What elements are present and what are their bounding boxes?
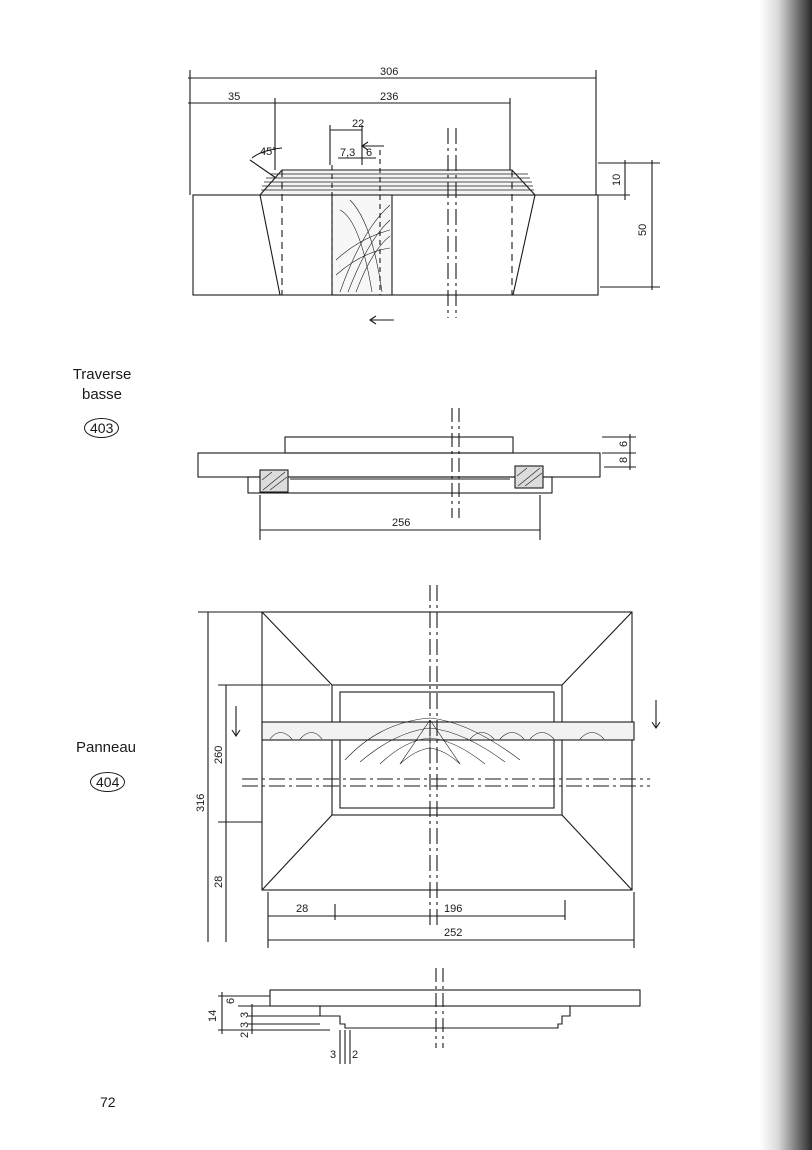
page-number: 72 — [100, 1094, 116, 1110]
dim-section-6: 6 — [618, 440, 630, 447]
dim-profile-2-bottom: 2 — [352, 1049, 359, 1061]
dim-top-6: 6 — [366, 147, 373, 159]
dim-panel-28-vertical: 28 — [213, 875, 225, 888]
dim-profile-6: 6 — [225, 997, 237, 1004]
traverse-label-line2: basse — [81, 386, 123, 403]
traverse-reference-badge: 403 — [84, 418, 119, 438]
dim-panel-28: 28 — [296, 903, 309, 915]
dim-top-236: 236 — [380, 91, 399, 103]
traverse-label-line1: Traverse — [72, 366, 132, 383]
traverse-label — [62, 365, 142, 405]
dim-profile-3a: 3 — [239, 1011, 251, 1018]
dim-top-22: 22 — [352, 118, 365, 130]
dim-panel-196: 196 — [444, 903, 463, 915]
dim-top-7-3: 7,3 — [340, 147, 356, 159]
dim-top-306: 306 — [380, 66, 399, 78]
dim-top-angle: 45° — [260, 146, 277, 158]
dim-profile-2: 2 — [239, 1031, 251, 1038]
dim-panel-260: 260 — [213, 745, 225, 764]
dimension-labels — [195, 66, 649, 1061]
dim-profile-3b: 3 — [239, 1021, 251, 1028]
traverse-elevation — [188, 70, 660, 324]
dim-profile-14: 14 — [207, 1009, 219, 1022]
dim-section-8: 8 — [618, 456, 630, 463]
dim-profile-3-bottom: 3 — [330, 1049, 337, 1061]
dim-top-35: 35 — [228, 91, 241, 103]
dim-top-50: 50 — [637, 223, 649, 236]
traverse-section — [198, 408, 636, 540]
dim-panel-252: 252 — [444, 927, 463, 939]
panel-elevation — [198, 585, 660, 948]
panneau-label: Panneau — [75, 739, 137, 756]
dim-panel-316: 316 — [195, 793, 207, 812]
dim-top-10: 10 — [611, 173, 623, 186]
panel-profile — [218, 968, 640, 1064]
dim-section-256: 256 — [392, 517, 411, 529]
panneau-reference-badge: 404 — [90, 772, 125, 792]
